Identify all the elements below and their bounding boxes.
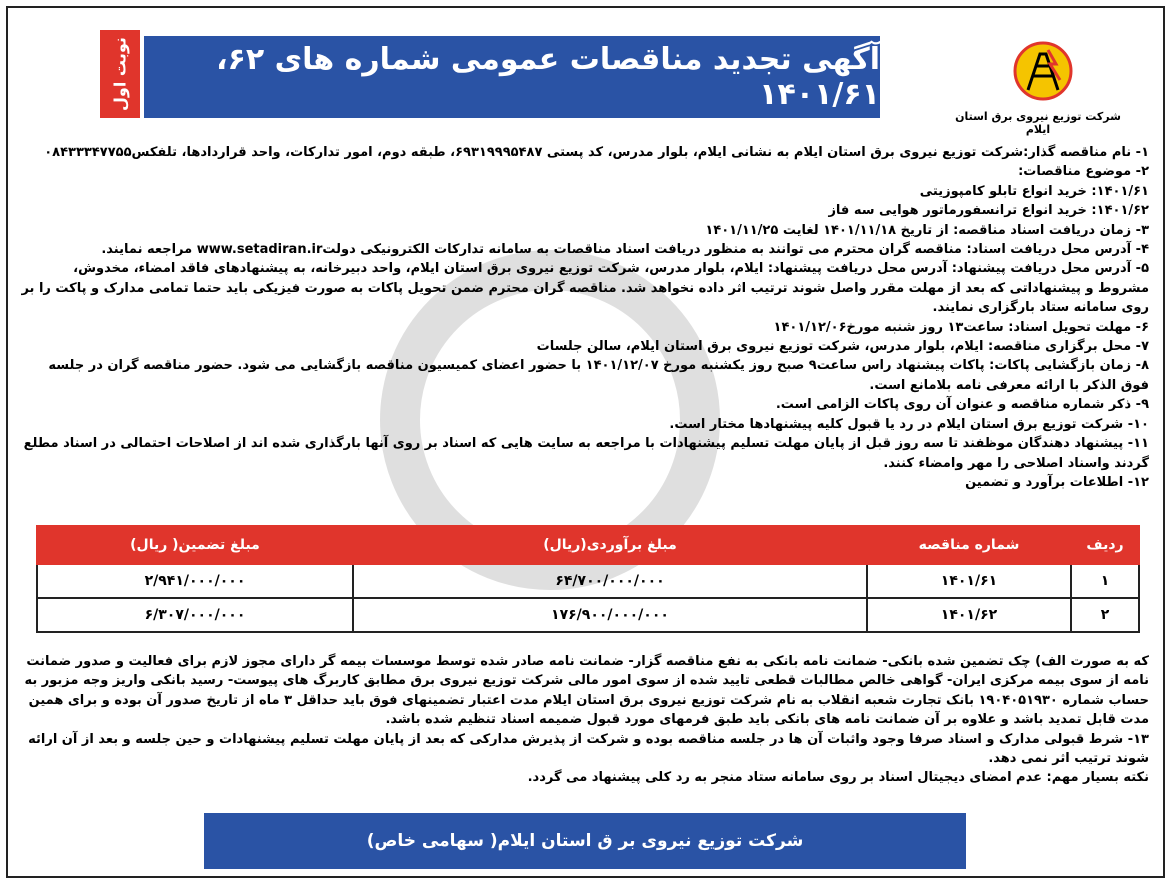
edition-badge: نوبت اول <box>100 30 140 118</box>
item-line: ۱۰- شرکت توزیع برق استان ایلام در رد یا قبول کلیه پیشنهادها مختار است. <box>669 416 1149 432</box>
item-line: ۱۲- اطلاعات برآورد و تضمین <box>965 474 1149 490</box>
table-cell: ۲/۹۴۱/۰۰۰/۰۰۰ <box>37 564 353 598</box>
guarantee-paragraph: که به صورت الف) چک تضمین شده بانکی- ضمانت نامه بانکی به نفع مناقصه گزار- ضمانت نامه صادر شده توسط موسسات بیمه گر دارای مجوز لازم برای فعالیت و صدور ضمانت نامه از سوی بیمه مرکزی ایران- گواهی خالص مطالبات قطعی تایید شده از سوی امور مالی شرکت توزیع نیروی برق مطابق کاربرگ های پیوست- رسید بانکی واریز وجه مزبور به حساب شماره ۱۹۰۴۰۵۱۹۳۰ بانک تجارت شعبه انقلاب به نام شرکت توزیع نیروی برق استان ایلام مدت اعتبار تضمینهای فوق باید حداقل ۳ ماه از تاریخ صدور آن بوده و برای همین مدت قابل تمدید باشد و علاوه بر آن ضمانت نامه های بانکی باید طبق فرمهای مورد قبول ضمیمه اسناد تنظیم شده باشد. <box>24 654 1149 728</box>
table-cell: ۲ <box>1071 598 1139 632</box>
table-header: ردیف <box>1071 526 1139 564</box>
item-line: ۱- نام مناقصه گذار:شرکت توزیع نیروی برق استان ایلام به نشانی ایلام، بلوار مدرس، کد پستی ۶۹۳۱۹۹۹۵۴۸۷، طبقه دوم، امور تدارکات، واحد قراردادها، تلفکس۰۸۴۳۳۳۴۷۷۵۵ <box>44 145 1149 160</box>
table-cell: ۱۷۶/۹۰۰/۰۰۰/۰۰۰ <box>353 598 867 632</box>
table-cell: ۱۴۰۱/۶۲ <box>867 598 1071 632</box>
company-name: شرکت توزیع نیروی برق استان ایلام <box>955 110 1121 136</box>
table-cell: ۶/۳۰۷/۰۰۰/۰۰۰ <box>37 598 353 632</box>
table-cell: ۱ <box>1071 564 1139 598</box>
electricity-tower-logo-icon <box>1008 40 1078 102</box>
item-line: ۲- موضوع مناقصات: <box>1018 164 1149 180</box>
table-header: مبلغ برآوردی(ریال) <box>353 526 867 564</box>
table-row <box>37 598 1139 632</box>
item-line: ۹- ذکر شماره مناقصه و عنوان آن روی پاکات الزامی است. <box>775 397 1149 413</box>
table-cell: ۱۴۰۱/۶۱ <box>867 564 1071 598</box>
important-note: نکته بسیار مهم: عدم امضای دیجیتال اسناد بر روی سامانه ستاد منجر به رد کلی پیشنهاد می گردد. <box>527 770 1149 786</box>
announcement-items <box>21 143 1149 492</box>
item-line: ۱۴۰۱/۶۱: خرید انواع تابلو کامپوزیتی <box>919 183 1149 199</box>
footer-company: شرکت توزیع نیروی بر ق استان ایلام( سهامی خاص) <box>204 813 966 869</box>
item-line: ۱۳- شرط قبولی مدارک و اسناد صرفا وجود واثبات آن ها در جلسه مناقصه بوده و شرکت از پذیرش مدارکی که بعد از پایان مهلت تسلیم پیشنهادات و حین جلسه و بعد از آن ارائه شوند ترتیب اثر نمی دهد. <box>28 731 1149 767</box>
table-header: مبلغ تضمین( ریال) <box>37 526 353 564</box>
tender-table <box>36 525 1140 633</box>
page-title: آگهی تجدید مناقصات عمومی شماره های ۶۲، ۱۴۰۱/۶۱ <box>144 36 880 118</box>
item-line: ۵- آدرس محل دریافت پیشنهاد: آدرس محل دریافت پیشنهاد: ایلام، بلوار مدرس، شرکت توزیع نیروی برق استان ایلام، واحد دبیرخانه، به پیشنهادهای فاقد امضاء، مخدوش، مشروط و پیشنهاداتی که بعد از مهلت مقرر واصل شوند ترتیب اثر داده نخواهد شد. مناقصه گران محترم ضمن تحویل پاکات به صورت فیزیکی باید حتما تمامی مدارک و پاکت را بر روی سامانه ستاد بارگزاری نمایند. <box>21 261 1149 316</box>
bottom-notes <box>21 652 1149 788</box>
item-line: ۴- آدرس محل دریافت اسناد: مناقصه گران محترم می توانند به منظور دریافت اسناد مناقصات به سامانه تدارکات الکترونیکی دولتwww.setadiran.ir مراجعه نمایند. <box>101 242 1149 258</box>
table-cell: ۶۴/۷۰۰/۰۰۰/۰۰۰ <box>353 564 867 598</box>
table-row <box>37 564 1139 598</box>
item-line: ۱۱- پیشنهاد دهندگان موظفند تا سه روز قبل از پایان مهلت تسلیم پیشنهادات با مراجعه به سایت هایی که اسناد بر روی آنها بارگذاری شده اند از اصلاحات احتمالی در اسناد مطلع گردند واسناد اصلاحی را مهر وامضاء کنند. <box>23 436 1149 471</box>
item-line: ۳- زمان دریافت اسناد مناقصه: از تاریخ ۱۴۰۱/۱۱/۱۸ لغایت ۱۴۰۱/۱۱/۲۵ <box>705 222 1149 238</box>
table-header: شماره مناقصه <box>867 526 1071 564</box>
item-line: ۷- محل برگزاری مناقصه: ایلام، بلوار مدرس، شرکت توزیع نیروی برق استان ایلام، سالن جلسات <box>536 339 1149 355</box>
item-line: ۱۴۰۱/۶۲: خرید انواع ترانسفورماتور هوایی سه فاز <box>828 203 1149 219</box>
item-line: ۸- زمان بازگشایی پاکات: پاکات پیشنهاد راس ساعت۹ صبح روز یکشنبه مورخ ۱۴۰۱/۱۲/۰۷ با حضور اعضای کمیسیون مناقصه بازگشایی می شود. حضور مناقصه گران در جلسه فوق الذکر با ارائه معرفی نامه بلامانع است. <box>48 358 1149 393</box>
item-line: ۶- مهلت تحویل اسناد: ساعت۱۳ روز شنبه مورخ۱۴۰۱/۱۲/۰۶ <box>773 319 1149 335</box>
